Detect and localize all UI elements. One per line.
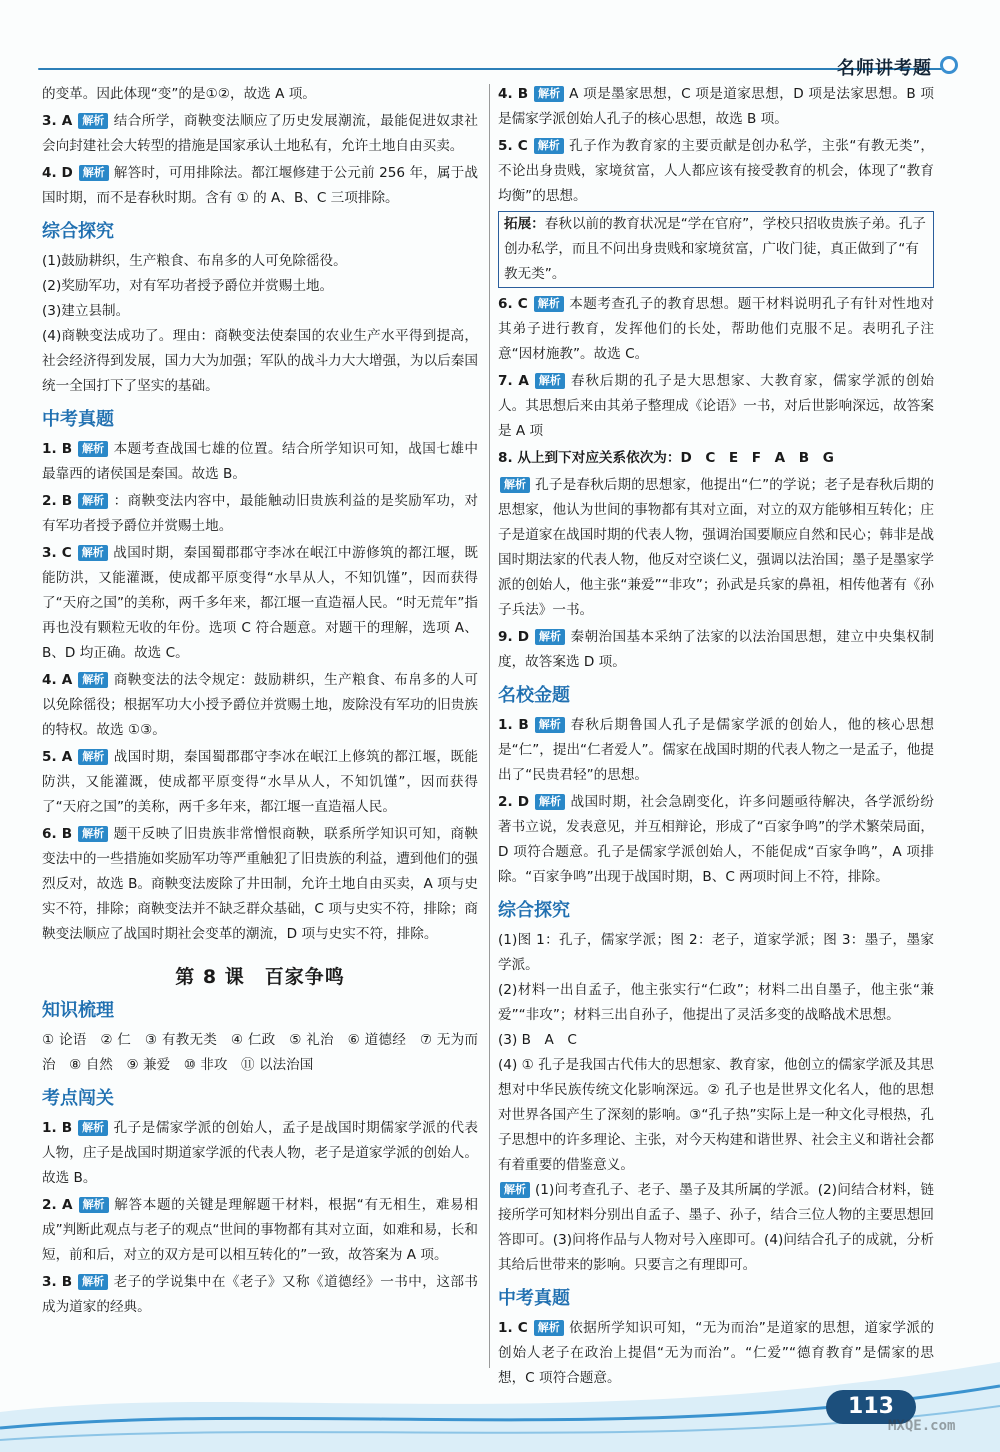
- item-8-analysis: [498, 473, 934, 623]
- header-dot-icon: [940, 56, 958, 74]
- answer-line: (1)鼓励耕织，生产粮食、布帛多的人可免除徭役。: [42, 253, 347, 269]
- section-title: 中考真题: [498, 1288, 570, 1309]
- question-item: [42, 109, 478, 159]
- item-number: 3. A: [42, 113, 73, 129]
- question-item: [498, 369, 934, 444]
- answer-line: (1)图 1：孔子，儒家学派；图 2：老子，道家学派；图 3：墨子，墨家学派。: [498, 932, 934, 973]
- right-top-items: [498, 82, 934, 209]
- question-item: [42, 1270, 478, 1320]
- analysis-tag: 解析: [78, 113, 108, 129]
- question-item: [498, 713, 934, 788]
- explore-analysis-text: (1)问考查孔子、老子、墨子及其所属的学派。(2)问结合材料，链接所学可知材料分别出自孟子、墨子、孙子，结合三位人物的主要思想回答即可。(3)问将作品与人物对号入座即可。(4)问结合孔子的成就，分析其给后世带来的影响。只要言之有理即可。: [498, 1182, 934, 1273]
- section-title: 知识梳理: [42, 1000, 114, 1021]
- analysis-tag: 解析: [534, 1320, 564, 1336]
- answer-line: (3)建立县制。: [42, 303, 130, 319]
- item-number: 2. D: [498, 794, 530, 810]
- right-column: [498, 82, 934, 1393]
- analysis-tag: 解析: [535, 794, 565, 810]
- section-title: 综合探究: [42, 221, 114, 242]
- item-text: 秦朝治国基本采纳了法家的以法治国思想，建立中央集权制度，故答案选 D 项。: [498, 629, 934, 670]
- item-number: 5. C: [498, 138, 528, 154]
- header-brand: 名师讲考题: [837, 58, 932, 79]
- header-rule: [38, 68, 942, 70]
- item-number: 6. C: [498, 296, 528, 312]
- item-number: 7. A: [498, 373, 529, 389]
- analysis-tag: 解析: [500, 477, 530, 493]
- item-number: 2. B: [42, 493, 73, 509]
- extension-box: [498, 211, 934, 288]
- analysis-tag: 解析: [535, 717, 565, 733]
- answer-line: ① 论语 ② 仁 ③ 有教无类 ④ 仁政 ⑤ 礼治 ⑥ 道德经 ⑦ 无为而治 ⑧ 自然 ⑨ 兼爱 ⑩ 非攻 ⑪ 以法治国: [42, 1032, 478, 1073]
- item-number: 8. 从上到下对应关系依次为：D C E F A B G: [498, 450, 834, 466]
- item-number: 1. B: [42, 441, 73, 457]
- item-text: 结合所学，商鞅变法顺应了历史发展潮流，最能促进奴隶社会向封建社会大转型的措施是国家承认土地私有，允许土地自由买卖。: [42, 113, 478, 154]
- item-number: 6. B: [42, 826, 73, 842]
- item-text: 本题考查孔子的教育思想。题干材料说明孔子有针对性地对其弟子进行教育，发挥他们的长处，帮助他们克服不足。表明孔子注意“因材施教”。故选 C。: [498, 296, 934, 362]
- question-item: [42, 668, 478, 743]
- left-column: [42, 82, 478, 1322]
- lesson-title: 第 8 课 百家争鸣: [175, 966, 345, 988]
- item-number: 1. B: [42, 1120, 73, 1136]
- item-text: 孔子作为教育家的主要贡献是创办私学，主张“有教无类”，不论出身贵贱，家境贫富，人人都应该有接受教育的机会，体现了“教育均衡”的思想。: [498, 138, 934, 204]
- item-number: 5. A: [42, 749, 73, 765]
- question-item: [42, 1116, 478, 1191]
- item-text: 老子的学说集中在《老子》又称《道德经》一书中，这部书成为道家的经典。: [42, 1274, 478, 1315]
- answer-line: (4) ① 孔子是我国古代伟大的思想家、教育家，他创立的儒家学派及其思想对中华民族传统文化影响深远。② 孔子也是世界文化名人，他的思想对世界各国产生了深刻的影响。③“孔子热”实际上是一种文化寻根热，孔子思想中的许多理论、主张，对今天构建和谐世界、社会主义和谐社会都有着重要的借鉴意义。: [498, 1057, 934, 1173]
- item-number: 9. D: [498, 629, 530, 645]
- item-text: 题干反映了旧贵族非常憎恨商鞅，联系所学知识可知，商鞅变法中的一些措施如奖励军功等严重触犯了旧贵族的利益，遭到他们的强烈反对，故选 B。商鞅变法废除了井田制，允许土地自由买卖，A 项与史实不符，排除；商鞅变法并不缺乏群众基础，C 项与史实不符，排除；商鞅变法顺应了战国时期社会变革的潮流，D 项与史实不符，排除。: [42, 826, 478, 942]
- analysis-tag: 解析: [78, 1120, 108, 1136]
- analysis-tag: 解析: [79, 165, 109, 181]
- item-number: 4. D: [42, 165, 73, 181]
- item-text: 孔子是儒家学派的创始人，孟子是战国时期儒家学派的代表人物，庄子是战国时期道家学派的代表人物，老子是道家学派的创始人。故选 B。: [42, 1120, 478, 1186]
- item-number: 3. B: [42, 1274, 73, 1290]
- page-number: 113: [826, 1390, 916, 1424]
- answer-line: (2)材料一出自孟子，他主张实行“仁政”；材料二出自墨子，他主张“兼爱”“非攻”；材料三出自孙子，他提出了灵活多变的战略战术思想。: [498, 982, 934, 1023]
- item-text: 本题考查战国七雄的位置。结合所学知识可知，战国七雄中最靠西的诸侯国是秦国。故选 B。: [42, 441, 478, 482]
- question-item: [498, 446, 934, 471]
- question-item: [42, 1193, 478, 1268]
- analysis-tag: 解析: [535, 373, 565, 389]
- question-item: [42, 82, 478, 107]
- question-item: [42, 437, 478, 487]
- section-title: 综合探究: [498, 900, 570, 921]
- explore-answers: [42, 249, 478, 399]
- item-text: 商鞅变法的法令规定：鼓励耕织，生产粮食、布帛多的人可以免除徭役；根据军功大小授予爵位并赏赐土地，废除没有军功的旧贵族的特权。故选 ①③。: [42, 672, 478, 738]
- item-number: 4. A: [42, 672, 73, 688]
- watermark-url: MXQE.com: [888, 1418, 956, 1434]
- item-text: 战国时期，秦国蜀郡郡守李冰在岷江上修筑的都江堰，既能防洪，又能灌溉，使成都平原变得“水旱从人，不知饥馑”，因而获得了“天府之国”的美称，两千多年来，都江堰一直造福人民。: [42, 749, 478, 815]
- item-text: 解答本题的关键是理解题干材料，根据“有无相生，难易相成”判断此观点与老子的观点“世间的事物都有其对立面，如难和易，长和短，前和后，对立的双方是可以相互转化的”一致，故答案为 A 项。: [42, 1197, 478, 1263]
- exam-items: [42, 437, 478, 947]
- column-divider: [489, 84, 490, 1368]
- question-item: [498, 292, 934, 367]
- item-text: A 项是墨家思想，C 项是道家思想，D 项是法家思想。B 项是儒家学派创始人孔子的核心思想，故选 B 项。: [498, 86, 935, 127]
- analysis-tag: 解析: [79, 1197, 109, 1213]
- analysis-tag: 解析: [78, 441, 108, 457]
- question-item: [42, 745, 478, 820]
- analysis-tag: 解析: [535, 629, 565, 645]
- analysis-tag: 解析: [534, 86, 564, 102]
- extension-text: 春秋以前的教育状况是“学在官府”，学校只招收贵族子弟。孔子创办私学，而且不问出身贵贱和家境贫富，广收门徒，真正做到了“有教无类”。: [504, 216, 926, 282]
- item-text: 春秋后期鲁国人孔子是儒家学派的创始人，他的核心思想是“仁”，提出“仁者爱人”。儒家在战国时期的代表人物之一是孟子，他提出了“民贵君轻”的思想。: [498, 717, 935, 783]
- question-item: [42, 489, 478, 539]
- knowledge-answers: [42, 1028, 478, 1078]
- question-item: [498, 134, 934, 209]
- item-text: 战国时期，秦国蜀郡郡守李冰在岷江中游修筑的都江堰，既能防洪，又能灌溉，使成都平原变得“水旱从人，不知饥馑”，因而获得了“天府之国”的美称，两千多年来，都江堰一直造福人民。“时无荒年”指再也没有颗粒无收的年份。选项 C 符合题意。对题干的理解，选项 A、B、D 均正确。故选 C。: [42, 545, 478, 661]
- item-number: 1. C: [498, 1320, 528, 1336]
- analysis-tag: 解析: [78, 545, 108, 561]
- explore-answers: [498, 928, 934, 1178]
- question-item: [42, 541, 478, 666]
- explore-analysis: [498, 1178, 934, 1278]
- item-9: [498, 625, 934, 675]
- extension-label: 拓展：: [504, 216, 545, 232]
- analysis-tag: 解析: [78, 493, 108, 509]
- answer-line: (3) B A C: [498, 1032, 577, 1048]
- section-title: 考点闯关: [42, 1088, 114, 1109]
- question-item: [498, 790, 934, 890]
- item-number: 2. A: [42, 1197, 73, 1213]
- analysis-tag: 解析: [78, 826, 108, 842]
- item-text: 的变革。因此体现“变”的是①②，故选 A 项。: [42, 86, 316, 102]
- item-text: ：商鞅变法内容中，最能触动旧贵族利益的是奖励军功，对有军功者授予爵位并赏赐土地。: [42, 493, 478, 534]
- section-title: 中考真题: [42, 409, 114, 430]
- item-number: 4. B: [498, 86, 529, 102]
- analysis-tag: 解析: [534, 296, 564, 312]
- answer-line: (2)奖励军功，对有军功者授予爵位并赏赐土地。: [42, 278, 334, 294]
- item-number: 1. B: [498, 717, 529, 733]
- question-item: [42, 822, 478, 947]
- section-title: 名校金题: [498, 685, 570, 706]
- question-item: [42, 161, 478, 211]
- left-top-items: [42, 82, 478, 211]
- analysis-tag: 解析: [534, 138, 564, 154]
- analysis-tag: 解析: [78, 672, 108, 688]
- item-8-text: 孔子是春秋后期的思想家，他提出“仁”的学说；老子是春秋后期的思想家，他认为世间的事物都有其对立面，对立的双方能够相互转化；庄子是道家在战国时期的代表人物，强调治国要顺应自然和民心；韩非是战国时期法家的代表人物，他反对空谈仁义，强调以法治国；墨子是墨家学派的创始人，他主张“兼爱”“非攻”；孙武是兵家的鼻祖，相传他著有《孙子兵法》一书。: [498, 477, 934, 618]
- analysis-tag: 解析: [78, 749, 108, 765]
- item-text: 依据所学知识可知，“无为而治”是道家的思想，道家学派的创始人老子在政治上提倡“无为而治”。“仁爱”“德育教育”是儒家的思想，C 项符合题意。: [498, 1320, 934, 1386]
- question-item: [498, 82, 934, 132]
- answer-line: (4)商鞅变法成功了。理由：商鞅变法使秦国的农业生产水平得到提高，社会经济得到发展，国力大为加强；军队的战斗力大大增强，为以后秦国统一全国打下了坚实的基础。: [42, 328, 478, 394]
- famous-items: [498, 713, 934, 890]
- item-text: 春秋后期的孔子是大思想家、大教育家，儒家学派的创始人。其思想后来由其弟子整理成《论语》一书，对后世影响深远，故答案是 A 项: [498, 373, 934, 439]
- analysis-tag: 解析: [78, 1274, 108, 1290]
- analysis-tag: 解析: [500, 1182, 530, 1198]
- right-mid-items: [498, 292, 934, 471]
- item-text: 解答时，可用排除法。都江堰修建于公元前 256 年，属于战国时期，而不是春秋时期。含有 ① 的 A、B、C 三项排除。: [42, 165, 479, 206]
- item-number: 3. C: [42, 545, 72, 561]
- check-items: [42, 1116, 478, 1320]
- item-text: 战国时期，社会急剧变化，许多问题亟待解决，各学派纷纷著书立说，发表意见，并互相辩论，形成了“百家争鸣”的学术繁荣局面，D 项符合题意。孔子是儒家学派创始人，不能促成“百家争鸣”，A 项排除。“百家争鸣”出现于战国时期，B、C 两项时间上不符，排除。: [498, 794, 934, 885]
